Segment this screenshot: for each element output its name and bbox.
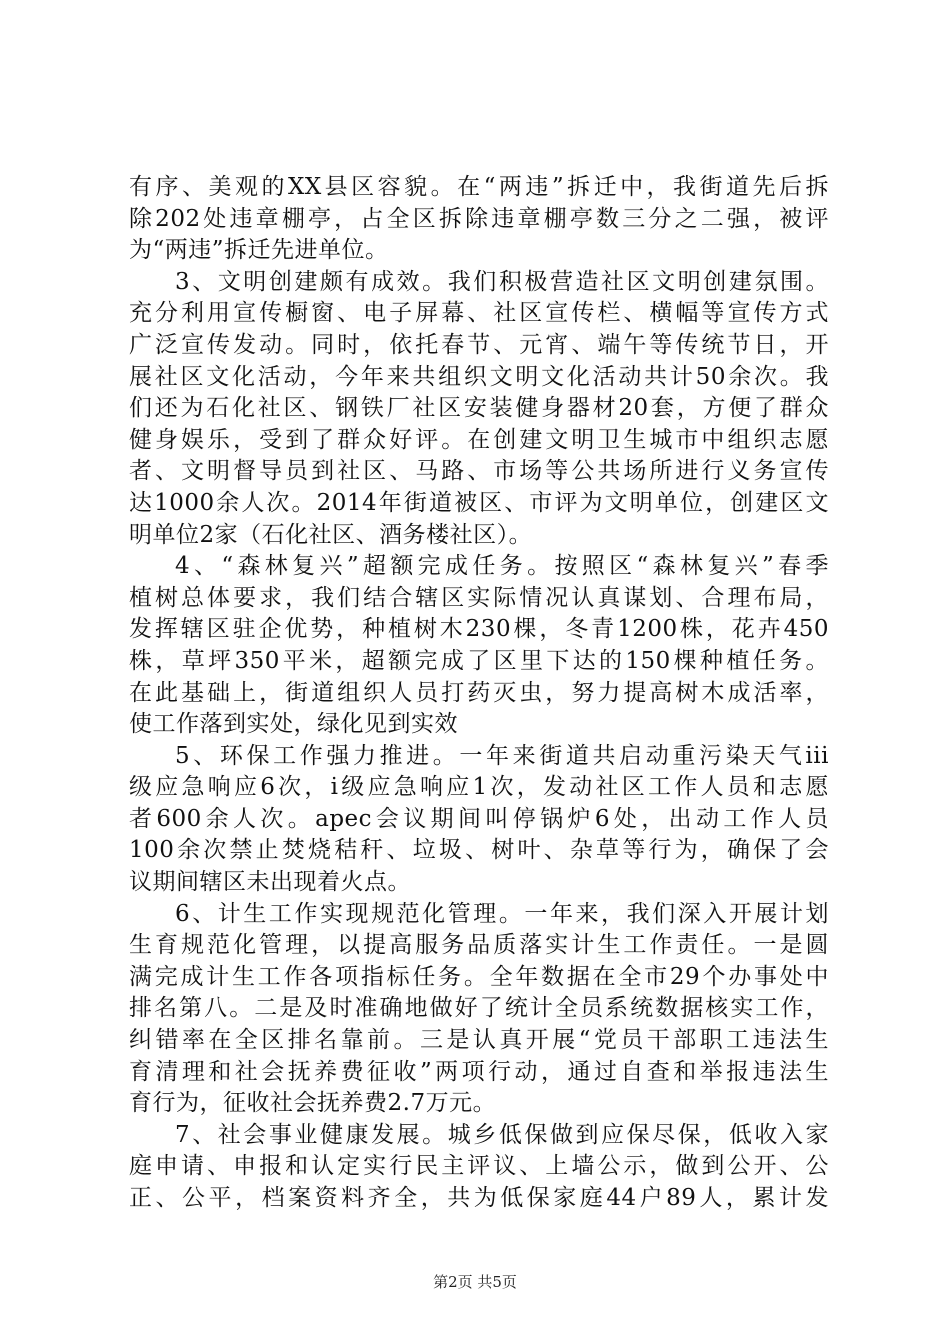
text-line: 议期间辖区未出现着火点。	[129, 869, 411, 896]
text-line: 健身娱乐，受到了群众好评。在创建文明卫生城市中组织志愿	[129, 426, 829, 453]
text-line: 为“两违”拆迁先进单位。	[129, 237, 389, 264]
text-line: 6、计生工作实现规范化管理。一年来，我们深入开展计划	[175, 900, 829, 927]
text-line: 4、“森林复兴”超额完成任务。按照区“森林复兴”春季	[175, 553, 829, 580]
text-line: 达1000余人次。2014年街道被区、市评为文明单位，创建区文	[129, 489, 829, 516]
text-line: 广泛宣传发动。同时，依托春节、元宵、端午等传统节日，开	[129, 331, 829, 358]
text-line: 使工作落到实处，绿化见到实效	[129, 711, 458, 738]
text-line: 者、文明督导员到社区、马路、市场等公共场所进行义务宣传	[129, 458, 829, 485]
text-line: 7、社会事业健康发展。城乡低保做到应保尽保，低收入家	[175, 1121, 829, 1148]
text-line: 育清理和社会抚养费征收”两项行动，通过自查和举报违法生	[129, 1058, 829, 1085]
text-line: 展社区文化活动，今年来共组织文明文化活动共计50余次。我	[129, 363, 829, 390]
text-line: 们还为石化社区、钢铁厂社区安装健身器材20套，方便了群众	[129, 395, 829, 422]
text-line: 排名第八。二是及时准确地做好了统计全员系统数据核实工作，	[129, 995, 829, 1022]
text-line: 5、环保工作强力推进。一年来街道共启动重污染天气iii	[175, 742, 829, 769]
text-line: 3、文明创建颇有成效。我们积极营造社区文明创建氛围。	[175, 268, 829, 295]
text-line: 者600余人次。apec会议期间叫停锅炉6处，出动工作人员	[129, 805, 829, 832]
text-line: 满完成计生工作各项指标任务。全年数据在全市29个办事处中	[129, 963, 829, 990]
text-line: 充分利用宣传橱窗、电子屏幕、社区宣传栏、横幅等宣传方式	[129, 300, 829, 327]
text-line: 有序、美观的XX县区容貌。在“两违”拆迁中，我街道先后拆	[129, 174, 829, 200]
text-line: 发挥辖区驻企优势，种植树木230棵，冬青1200株，花卉450	[129, 616, 829, 643]
text-line: 除202处违章棚亭，占全区拆除违章棚亭数三分之二强，被评	[129, 205, 829, 232]
page-footer: 第2页 共5页	[433, 1273, 517, 1291]
text-line: 庭申请、申报和认定实行民主评议、上墙公示，做到公开、公	[129, 1153, 829, 1180]
text-line: 植树总体要求，我们结合辖区实际情况认真谋划、合理布局，	[129, 584, 829, 611]
text-line: 株，草坪350平米，超额完成了区里下达的150棵种植任务。	[129, 647, 829, 674]
document-body	[129, 172, 829, 1215]
text-line: 级应急响应6次，i级应急响应1次，发动社区工作人员和志愿	[129, 774, 829, 801]
text-line: 纠错率在全区排名靠前。三是认真开展“党员干部职工违法生	[129, 1027, 829, 1054]
text-line: 明单位2家（石化社区、酒务楼社区）。	[129, 521, 533, 548]
text-line: 正、公平，档案资料齐全，共为低保家庭44户89人，累计发	[129, 1185, 829, 1211]
text-line: 100余次禁止焚烧秸秆、垃圾、树叶、杂草等行为，确保了会	[129, 837, 829, 864]
text-line: 育行为，征收社会抚养费2.7万元。	[129, 1090, 497, 1117]
text-line: 在此基础上，街道组织人员打药灭虫，努力提高树木成活率，	[129, 679, 829, 706]
text-line: 生育规范化管理，以提高服务品质落实计生工作责任。一是圆	[129, 932, 829, 959]
